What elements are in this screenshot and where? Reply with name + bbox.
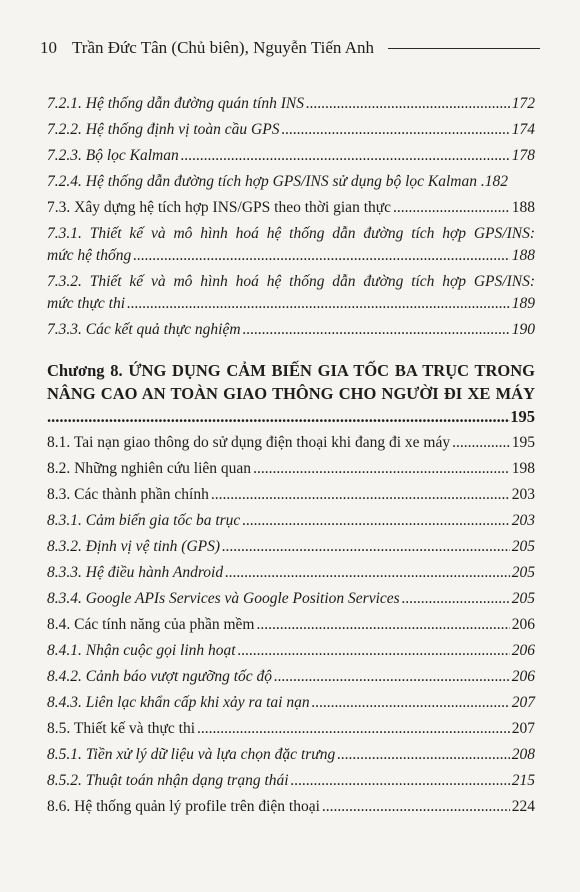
toc-entry-7-3[interactable] bbox=[47, 197, 535, 219]
toc-leader-dots bbox=[274, 666, 510, 688]
toc-entry-title: 8.4.1. Nhận cuộc gọi linh hoạt bbox=[47, 642, 236, 659]
toc-entry-title: 8.3.3. Hệ điều hành Android bbox=[47, 564, 224, 581]
toc-leader-dots bbox=[47, 405, 510, 428]
toc-leader-dots bbox=[181, 145, 510, 167]
table-of-contents bbox=[47, 93, 535, 822]
toc-entry-page: 189 bbox=[511, 295, 535, 312]
toc-entry-8-5-2[interactable] bbox=[47, 770, 535, 792]
toc-entry-title: 8.4.3. Liên lạc khẩn cấp khi xảy ra tai nạn bbox=[47, 694, 310, 711]
toc-entry-title-line1: 7.3.2. Thiết kế và mô hình hoá hệ thống dẫn đường tích hợp GPS/INS: bbox=[47, 273, 535, 290]
toc-entry-title: 7.3. Xây dựng hệ tích hợp INS/GPS theo thời gian thực bbox=[47, 199, 392, 216]
toc-entry-page: 178 bbox=[511, 147, 535, 164]
toc-leader-dots bbox=[133, 245, 510, 267]
toc-leader-dots bbox=[312, 692, 510, 714]
toc-entry-title: 8.6. Hệ thống quản lý profile trên điện thoại bbox=[47, 798, 320, 815]
toc-entry-page: 205 bbox=[511, 538, 535, 555]
toc-entry-7-2-2[interactable] bbox=[47, 119, 535, 141]
toc-entry-page: 208 bbox=[511, 746, 535, 763]
toc-entry-8-4-2[interactable] bbox=[47, 666, 535, 688]
toc-leader-dots bbox=[242, 510, 509, 532]
toc-entry-title-line1: 7.3.1. Thiết kế và mô hình hoá hệ thống dẫn đường tích hợp GPS/INS: bbox=[47, 225, 535, 242]
toc-entry-title: 7.3.3. Các kết quả thực nghiệm bbox=[47, 321, 241, 338]
toc-entry-page: 207 bbox=[511, 694, 535, 711]
toc-leader-dots bbox=[225, 562, 510, 584]
toc-entry-page: 182 bbox=[484, 173, 508, 190]
toc-entry-page: 207 bbox=[511, 720, 535, 737]
running-header-authors: Trần Đức Tân (Chủ biên), Nguyễn Tiến Anh bbox=[72, 38, 374, 57]
toc-leader-dots bbox=[281, 119, 509, 141]
toc-entry-8-3-1[interactable] bbox=[47, 510, 535, 532]
toc-entry-title: 8.3. Các thành phần chính bbox=[47, 486, 209, 503]
toc-leader-dots bbox=[127, 293, 510, 315]
toc-entry-7-3-3[interactable] bbox=[47, 319, 535, 341]
toc-leader-dots bbox=[222, 536, 510, 558]
toc-leader-dots bbox=[393, 197, 510, 219]
toc-entry-7-2-1[interactable] bbox=[47, 93, 535, 115]
toc-entry-8-1[interactable] bbox=[47, 432, 535, 454]
toc-entry-page: 198 bbox=[511, 460, 535, 477]
toc-entry-page: 206 bbox=[511, 642, 535, 659]
toc-entry-page: 188 bbox=[511, 199, 535, 216]
toc-entry-8-2[interactable] bbox=[47, 458, 535, 480]
toc-entry-title: 8.5. Thiết kế và thực thi bbox=[47, 720, 196, 737]
toc-leader-dots bbox=[243, 319, 510, 341]
toc-entry-8-4[interactable] bbox=[47, 614, 535, 636]
toc-entry-page: 174 bbox=[511, 121, 535, 138]
toc-entry-page: 195 bbox=[510, 407, 535, 426]
toc-entry-title: 8.4.2. Cảnh báo vượt ngưỡng tốc độ bbox=[47, 668, 273, 685]
toc-leader-dots bbox=[211, 484, 510, 506]
chapter-title-line2: NÂNG CAO AN TOÀN GIAO THÔNG CHO NGƯỜI ĐI XE MÁY bbox=[47, 384, 535, 403]
toc-leader-dots bbox=[337, 744, 510, 766]
toc-leader-dots bbox=[197, 718, 510, 740]
toc-leader-dots bbox=[291, 770, 510, 792]
toc-entry-title: 8.5.2. Thuật toán nhận dạng trạng thái bbox=[47, 772, 289, 789]
toc-entry-8-5-1[interactable] bbox=[47, 744, 535, 766]
toc-entry-title-line2: mức hệ thống bbox=[47, 247, 132, 264]
toc-entry-title: 8.2. Những nghiên cứu liên quan bbox=[47, 460, 252, 477]
toc-leader-dots bbox=[306, 93, 510, 115]
toc-entry-title: 7.2.2. Hệ thống định vị toàn cầu GPS bbox=[47, 121, 280, 138]
toc-leader-dots bbox=[238, 640, 510, 662]
toc-entry-title: 7.2.3. Bộ lọc Kalman bbox=[47, 147, 179, 164]
toc-entry-page: 224 bbox=[511, 798, 535, 815]
toc-entry-title: 8.5.1. Tiền xử lý dữ liệu và lựa chọn đặc trưng bbox=[47, 746, 336, 763]
toc-entry-page: 205 bbox=[511, 564, 535, 581]
toc-entry-page: 215 bbox=[511, 772, 535, 789]
toc-entry-title-line2: mức thực thi bbox=[47, 295, 126, 312]
toc-entry-title: 7.2.4. Hệ thống dẫn đường tích hợp GPS/INS sử dụng bộ lọc Kalman . bbox=[47, 173, 485, 190]
toc-entry-8-3-4[interactable] bbox=[47, 588, 535, 610]
toc-leader-dots bbox=[253, 458, 510, 480]
toc-entry-7-3-2[interactable] bbox=[47, 271, 535, 315]
toc-entry-page: 205 bbox=[511, 590, 535, 607]
page-number: 10 bbox=[40, 38, 57, 57]
toc-chapter-8[interactable] bbox=[47, 359, 535, 428]
toc-leader-dots bbox=[256, 614, 509, 636]
toc-entry-7-3-1[interactable] bbox=[47, 223, 535, 267]
toc-entry-8-6[interactable] bbox=[47, 796, 535, 818]
toc-entry-title: 8.3.1. Cảm biến gia tốc ba trục bbox=[47, 512, 241, 529]
toc-entry-title: 8.4. Các tính năng của phần mềm bbox=[47, 616, 255, 633]
toc-entry-page: 203 bbox=[511, 512, 535, 529]
toc-leader-dots bbox=[402, 588, 510, 610]
toc-entry-7-2-4[interactable] bbox=[47, 171, 535, 193]
toc-entry-8-3[interactable] bbox=[47, 484, 535, 506]
toc-entry-page: 195 bbox=[511, 434, 535, 451]
toc-entry-8-4-1[interactable] bbox=[47, 640, 535, 662]
toc-entry-title: 8.3.4. Google APIs Services và Google Position Services bbox=[47, 590, 400, 607]
toc-entry-7-2-3[interactable] bbox=[47, 145, 535, 167]
toc-leader-dots bbox=[322, 796, 510, 818]
toc-entry-page: 188 bbox=[511, 247, 535, 264]
toc-entry-title: 7.2.1. Hệ thống dẫn đường quán tính INS bbox=[47, 95, 304, 112]
toc-entry-8-4-3[interactable] bbox=[47, 692, 535, 714]
running-header bbox=[40, 38, 540, 58]
toc-entry-8-5[interactable] bbox=[47, 718, 535, 740]
toc-entry-page: 203 bbox=[511, 486, 535, 503]
chapter-title-line1: Chương 8. ỨNG DỤNG CẢM BIẾN GIA TỐC BA TRỤC TRONG bbox=[47, 361, 535, 380]
toc-entry-8-3-2[interactable] bbox=[47, 536, 535, 558]
toc-entry-page: 206 bbox=[511, 668, 535, 685]
toc-entry-page: 190 bbox=[511, 321, 535, 338]
toc-entry-title: 8.3.2. Định vị vệ tinh (GPS) bbox=[47, 538, 221, 555]
toc-leader-dots bbox=[452, 432, 510, 454]
toc-entry-title: 8.1. Tai nạn giao thông do sử dụng điện thoại khi đang đi xe máy bbox=[47, 434, 451, 451]
toc-entry-8-3-3[interactable] bbox=[47, 562, 535, 584]
toc-entry-page: 172 bbox=[511, 95, 535, 112]
header-rule bbox=[388, 48, 540, 49]
toc-entry-page: 206 bbox=[511, 616, 535, 633]
